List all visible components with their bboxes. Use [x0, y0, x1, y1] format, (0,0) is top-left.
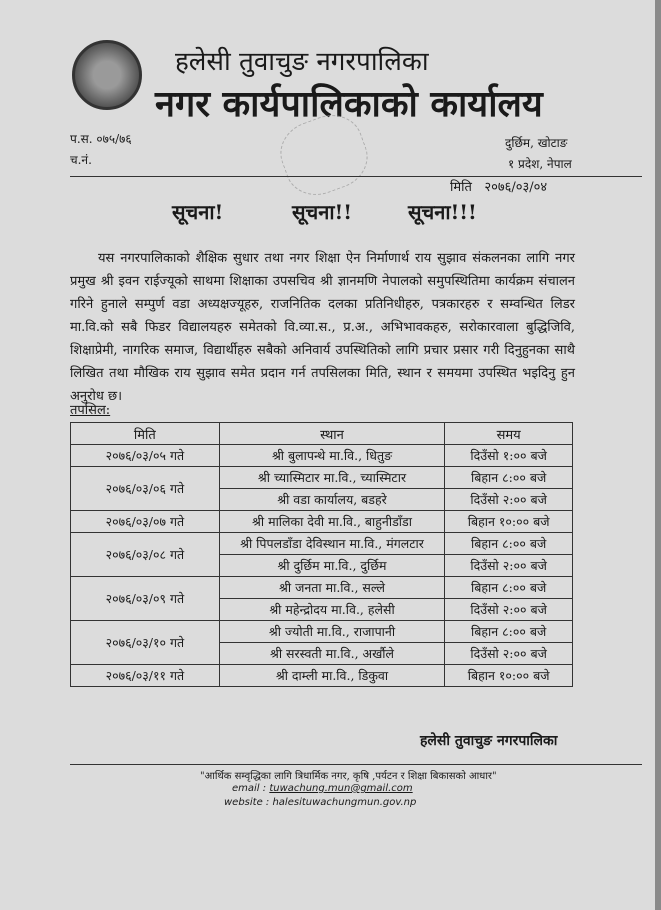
place-cell: श्री च्यास्मिटार मा.वि., च्यास्मिटार: [219, 467, 445, 489]
scan-edge: [655, 0, 661, 910]
notice-heading-1: सूचना!: [172, 200, 224, 224]
notice-heading-2: सूचना!!: [292, 200, 353, 224]
date-cell: २०७६/०३/०७ गते: [71, 511, 220, 533]
table-row: [71, 467, 573, 489]
place-cell: श्री पिपलडाँडा देविस्थान मा.वि., मंगलटार: [219, 533, 445, 555]
table-row: [71, 665, 573, 687]
place-cell: श्री सरस्वती मा.वि., अर्खौले: [219, 643, 445, 665]
place-cell: श्री दुर्छिम मा.वि., दुर्छिम: [219, 555, 445, 577]
date-value: २०७६/०३/०४: [484, 180, 548, 195]
notice-body: यस नगरपालिकाको शैक्षिक सुधार तथा नगर शिक्षा ऐन निर्माणार्थ राय सुझाव संकलनका लागि नगर प्रमुख श्री इवन राईज्यूको साथमा शिक्षाका उपसचिव श्री ज्ञानमणि नेपालको समुपस्थितिमा कार्यक्रम संचालन गरिने हुनाले सम्पुर्ण वडा अध्यक्षज्यूहरु, राजनितिक दलका प्रतिनिधीहरु, पत्रकारहरु र सम्वन्धित लिडर मा.वि.को सबै फिडर विद्यालयहरु समेतको वि.व्या.स., प्र.अ., अभिभावकहरु, सरोकारवाला बुद्धिजिवि, शिक्षाप्रेमी, नागरिक समाज, विद्यार्थीहरु सबैको अनिवार्य उपस्थितिको लागि प्रचार प्रसार गरी दिनुहुनका साथै लिखित तथा मौखिक राय सुझाव समेत प्रदान गर्न तपसिलका मिति, स्थान र समयमा उपस्थित भइदिनु हुन अनुरोध छ।: [70, 251, 575, 404]
table-row: [71, 445, 573, 467]
time-cell: बिहान १०:०० बजे: [445, 665, 573, 687]
date-cell: २०७६/०३/११ गते: [71, 665, 220, 687]
address-line-1: दुर्छिम, खोटाङ: [505, 136, 568, 150]
address-line-2: १ प्रदेश, नेपाल: [508, 157, 572, 171]
time-cell: बिहान ८:०० बजे: [445, 621, 573, 643]
table-row: [71, 533, 573, 555]
place-cell: श्री जनता मा.वि., सल्ले: [219, 577, 445, 599]
date-line: [450, 177, 547, 195]
header-place: स्थान: [219, 423, 445, 445]
footer-divider: [70, 764, 642, 765]
place-cell: श्री महेन्द्रोदय मा.वि., हलेसी: [219, 599, 445, 621]
date-cell: २०७६/०३/०८ गते: [71, 533, 220, 577]
date-cell: २०७६/०३/०६ गते: [71, 467, 220, 511]
time-cell: बिहान १०:०० बजे: [445, 511, 573, 533]
email-link[interactable]: tuwachung.mun@gmail.com: [269, 783, 413, 794]
schedule-table: [70, 422, 573, 687]
date-cell: २०७६/०३/०९ गते: [71, 577, 220, 621]
header-date: मिति: [71, 423, 220, 445]
time-cell: दिउँसो २:०० बजे: [445, 489, 573, 511]
email-label: email :: [232, 783, 270, 794]
place-cell: श्री वडा कार्यालय, बडहरे: [219, 489, 445, 511]
dispatch-number: च.नं.: [70, 153, 92, 167]
footer-motto: "आर्थिक सम्वृद्धिका लागि त्रिधार्मिक नगर, कृषि ,पर्यटन र शिक्षा बिकासको आधार": [200, 771, 497, 782]
website-label: website :: [224, 797, 273, 808]
table-row: [71, 511, 573, 533]
notice-heading-3: सूचना!!!: [408, 200, 477, 224]
website-link[interactable]: halesituwachungmun.gov.np: [272, 797, 417, 808]
table-row: [71, 621, 573, 643]
time-cell: बिहान ८:०० बजे: [445, 577, 573, 599]
municipality-name: हलेसी तुवाचुङ नगरपालिका: [175, 47, 429, 77]
office-title: नगर कार्यपालिकाको कार्यालय: [155, 83, 543, 125]
date-label: मिति: [450, 180, 472, 195]
place-cell: श्री दाम्ली मा.वि., डिकुवा: [219, 665, 445, 687]
place-cell: श्री ज्योती मा.वि., राजापानी: [219, 621, 445, 643]
table-header-row: [71, 423, 573, 445]
date-cell: २०७६/०३/१० गते: [71, 621, 220, 665]
time-cell: बिहान ८:०० बजे: [445, 533, 573, 555]
header-divider: [70, 176, 642, 177]
signature-block: हलेसी तुवाचुङ नगरपालिका: [420, 733, 558, 749]
time-cell: दिउँसो २:०० बजे: [445, 555, 573, 577]
date-cell: २०७६/०३/०५ गते: [71, 445, 220, 467]
place-cell: श्री मालिका देवी मा.वि., बाहुनीडाँडा: [219, 511, 445, 533]
details-label: तपसिल:: [70, 403, 111, 418]
government-emblem-logo: [72, 40, 142, 110]
footer-website: [224, 797, 416, 808]
footer-email: [232, 783, 413, 794]
place-cell: श्री बुलापन्थे मा.वि., धितुङ: [219, 445, 445, 467]
header-time: समय: [445, 423, 573, 445]
time-cell: दिउँसो १:०० बजे: [445, 445, 573, 467]
time-cell: दिउँसो २:०० बजे: [445, 643, 573, 665]
table-row: [71, 577, 573, 599]
time-cell: बिहान ८:०० बजे: [445, 467, 573, 489]
reference-number: प.स. ०७५/७६: [70, 132, 132, 146]
time-cell: दिउँसो २:०० बजे: [445, 599, 573, 621]
